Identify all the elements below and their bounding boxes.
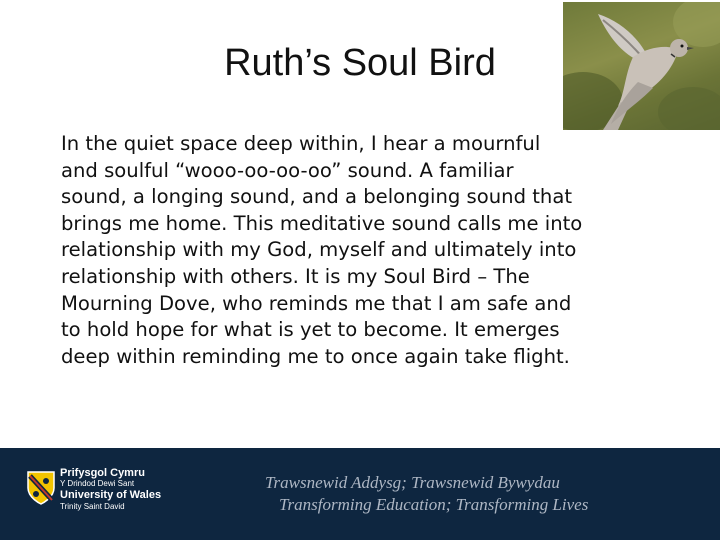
footer-bar xyxy=(0,445,720,540)
mourning-dove-photo xyxy=(563,2,720,130)
slide-body-text: In the quiet space deep within, I hear a mournful and soulful “wooo-oo-oo-oo” sound. A familiar sound, a longing sound, and a belonging sound that brings me home. This meditative sound calls me into relationship with my God, myself and ultimately into relationship with others. It is my Soul Bird – The Mourning Dove, who reminds me that I am safe and to hold hope for what is yet to become. It emerges deep within reminding me to once again take flight. xyxy=(61,132,583,368)
university-crest-icon xyxy=(26,470,56,506)
university-subname-welsh: Y Drindod Dewi Sant xyxy=(60,479,135,488)
university-subname-english: Trinity Saint David xyxy=(60,502,125,511)
university-name-block xyxy=(60,467,161,511)
tagline-welsh: Trawsnewid Addysg; Trawsnewid Bywydau xyxy=(265,473,560,492)
tagline-block xyxy=(265,472,588,516)
university-name-welsh: Prifysgol Cymru xyxy=(60,467,145,479)
tagline-english: Transforming Education; Transforming Lives xyxy=(279,495,589,514)
dove-icon xyxy=(563,2,720,130)
university-name-english: University of Wales xyxy=(60,489,162,501)
footer-divider xyxy=(0,445,720,448)
slide-title: Ruth’s Soul Bird xyxy=(224,42,496,84)
